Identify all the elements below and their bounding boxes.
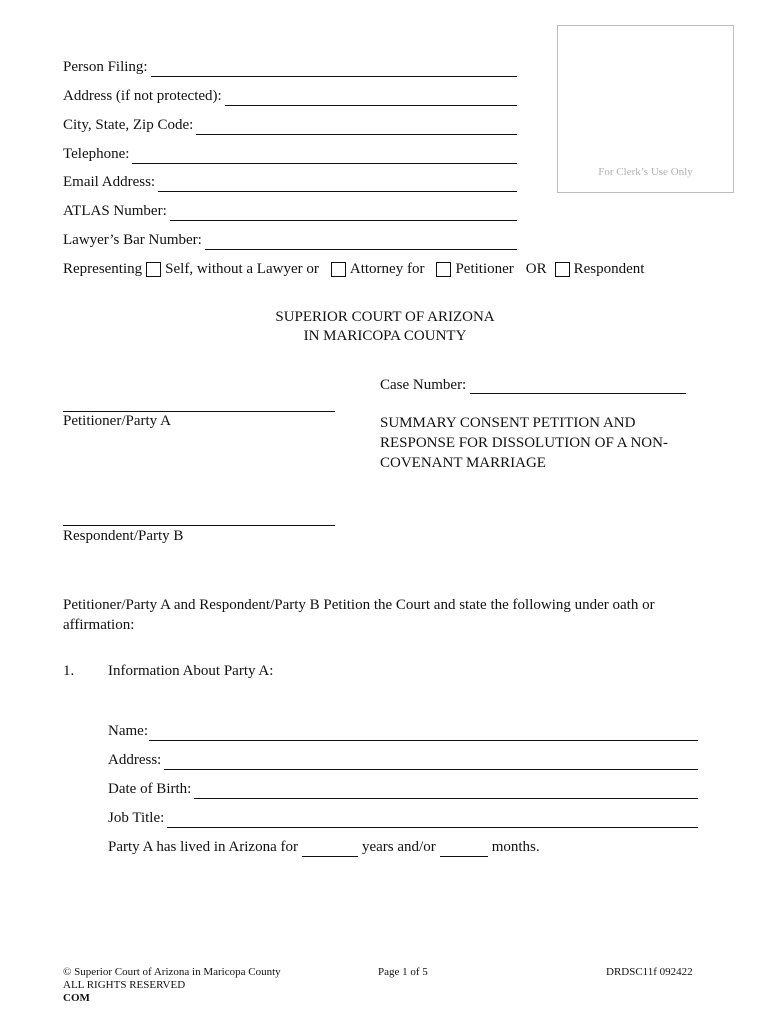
party-a-residency-field bbox=[108, 837, 540, 857]
party-a-address-field bbox=[108, 750, 698, 770]
years-input[interactable] bbox=[302, 842, 358, 857]
title-line: COVENANT MARRIAGE bbox=[380, 455, 546, 471]
case-number-field bbox=[380, 374, 686, 394]
page-number: Page 1 of 5 bbox=[378, 966, 428, 978]
email-input[interactable] bbox=[158, 177, 517, 192]
party-a-dob-field bbox=[108, 779, 698, 799]
or-label: OR bbox=[525, 260, 547, 277]
petitioner-signature-line[interactable] bbox=[63, 411, 335, 412]
petitioner-option-label: Petitioner bbox=[455, 260, 514, 277]
party-a-address-input[interactable] bbox=[164, 755, 698, 770]
field-label: Name: bbox=[108, 723, 148, 739]
title-line: SUMMARY CONSENT PETITION AND bbox=[380, 415, 636, 431]
party-a-job-title-input[interactable] bbox=[167, 813, 698, 828]
respondent-label: Respondent/Party B bbox=[63, 528, 184, 544]
field-label: Date of Birth: bbox=[108, 781, 192, 797]
document-title bbox=[380, 413, 668, 473]
representing-label: Representing bbox=[63, 260, 143, 277]
city-state-zip-field bbox=[63, 115, 517, 135]
email-field bbox=[63, 172, 517, 192]
party-a-job-title-field bbox=[108, 808, 698, 828]
field-label: Job Title: bbox=[108, 810, 165, 826]
footer-code: COM bbox=[63, 992, 90, 1004]
residency-mid: years and/or bbox=[361, 839, 436, 855]
clerk-use-label: For Clerk’s Use Only bbox=[598, 166, 693, 178]
case-number-input[interactable] bbox=[470, 379, 686, 394]
field-label: Telephone: bbox=[63, 146, 130, 162]
party-a-name-field bbox=[108, 721, 698, 741]
residency-prefix: Party A has lived in Arizona for bbox=[108, 839, 298, 855]
telephone-input[interactable] bbox=[132, 149, 517, 164]
title-line: RESPONSE FOR DISSOLUTION OF A NON- bbox=[380, 435, 668, 451]
field-label: Email Address: bbox=[63, 174, 156, 190]
city-state-zip-input[interactable] bbox=[196, 120, 517, 135]
attorney-option-label: Attorney for bbox=[349, 260, 425, 277]
bar-number-input[interactable] bbox=[205, 235, 517, 250]
party-a-dob-input[interactable] bbox=[194, 784, 698, 799]
case-number-label: Case Number: bbox=[380, 377, 467, 393]
respondent-signature-line[interactable] bbox=[63, 525, 335, 526]
intro-paragraph bbox=[63, 595, 655, 635]
self-option-label: Self, without a Lawyer or bbox=[165, 260, 319, 277]
person-filing-field bbox=[63, 57, 517, 77]
court-name: SUPERIOR COURT OF ARIZONA bbox=[275, 309, 495, 325]
form-id: DRDSC11f 092422 bbox=[606, 966, 693, 978]
footer-rights: ALL RIGHTS RESERVED bbox=[63, 979, 186, 991]
footer-copyright: © Superior Court of Arizona in Maricopa County bbox=[63, 966, 281, 978]
intro-line: affirmation: bbox=[63, 617, 135, 633]
address-field bbox=[63, 86, 517, 106]
telephone-field bbox=[63, 144, 517, 164]
address-input[interactable] bbox=[225, 91, 517, 106]
footer-left bbox=[63, 966, 281, 1005]
field-label: Address: bbox=[108, 752, 162, 768]
field-label: ATLAS Number: bbox=[63, 203, 167, 219]
clerk-use-box bbox=[557, 25, 734, 193]
person-filing-input[interactable] bbox=[151, 62, 517, 77]
months-input[interactable] bbox=[440, 842, 488, 857]
party-a-name-input[interactable] bbox=[149, 726, 698, 741]
intro-line: Petitioner/Party A and Respondent/Party B Petition the Court and state the following under oath or bbox=[63, 597, 655, 613]
atlas-number-input[interactable] bbox=[170, 206, 517, 221]
county-name: IN MARICOPA COUNTY bbox=[303, 328, 467, 344]
field-label: Person Filing: bbox=[63, 59, 148, 75]
field-label: Address (if not protected): bbox=[63, 88, 222, 104]
petitioner-label: Petitioner/Party A bbox=[63, 413, 171, 429]
field-label: City, State, Zip Code: bbox=[63, 117, 194, 133]
self-checkbox[interactable] bbox=[146, 262, 161, 277]
section-number: 1. bbox=[63, 663, 75, 679]
section-heading: Information About Party A: bbox=[108, 663, 274, 679]
respondent-option-label: Respondent bbox=[573, 260, 645, 277]
atlas-number-field bbox=[63, 201, 517, 221]
petitioner-checkbox[interactable] bbox=[436, 262, 451, 277]
field-label: Lawyer’s Bar Number: bbox=[63, 232, 202, 248]
attorney-checkbox[interactable] bbox=[331, 262, 346, 277]
respondent-checkbox[interactable] bbox=[555, 262, 570, 277]
residency-suffix: months. bbox=[491, 839, 540, 855]
bar-number-field bbox=[63, 230, 517, 250]
representing-row bbox=[63, 258, 644, 280]
